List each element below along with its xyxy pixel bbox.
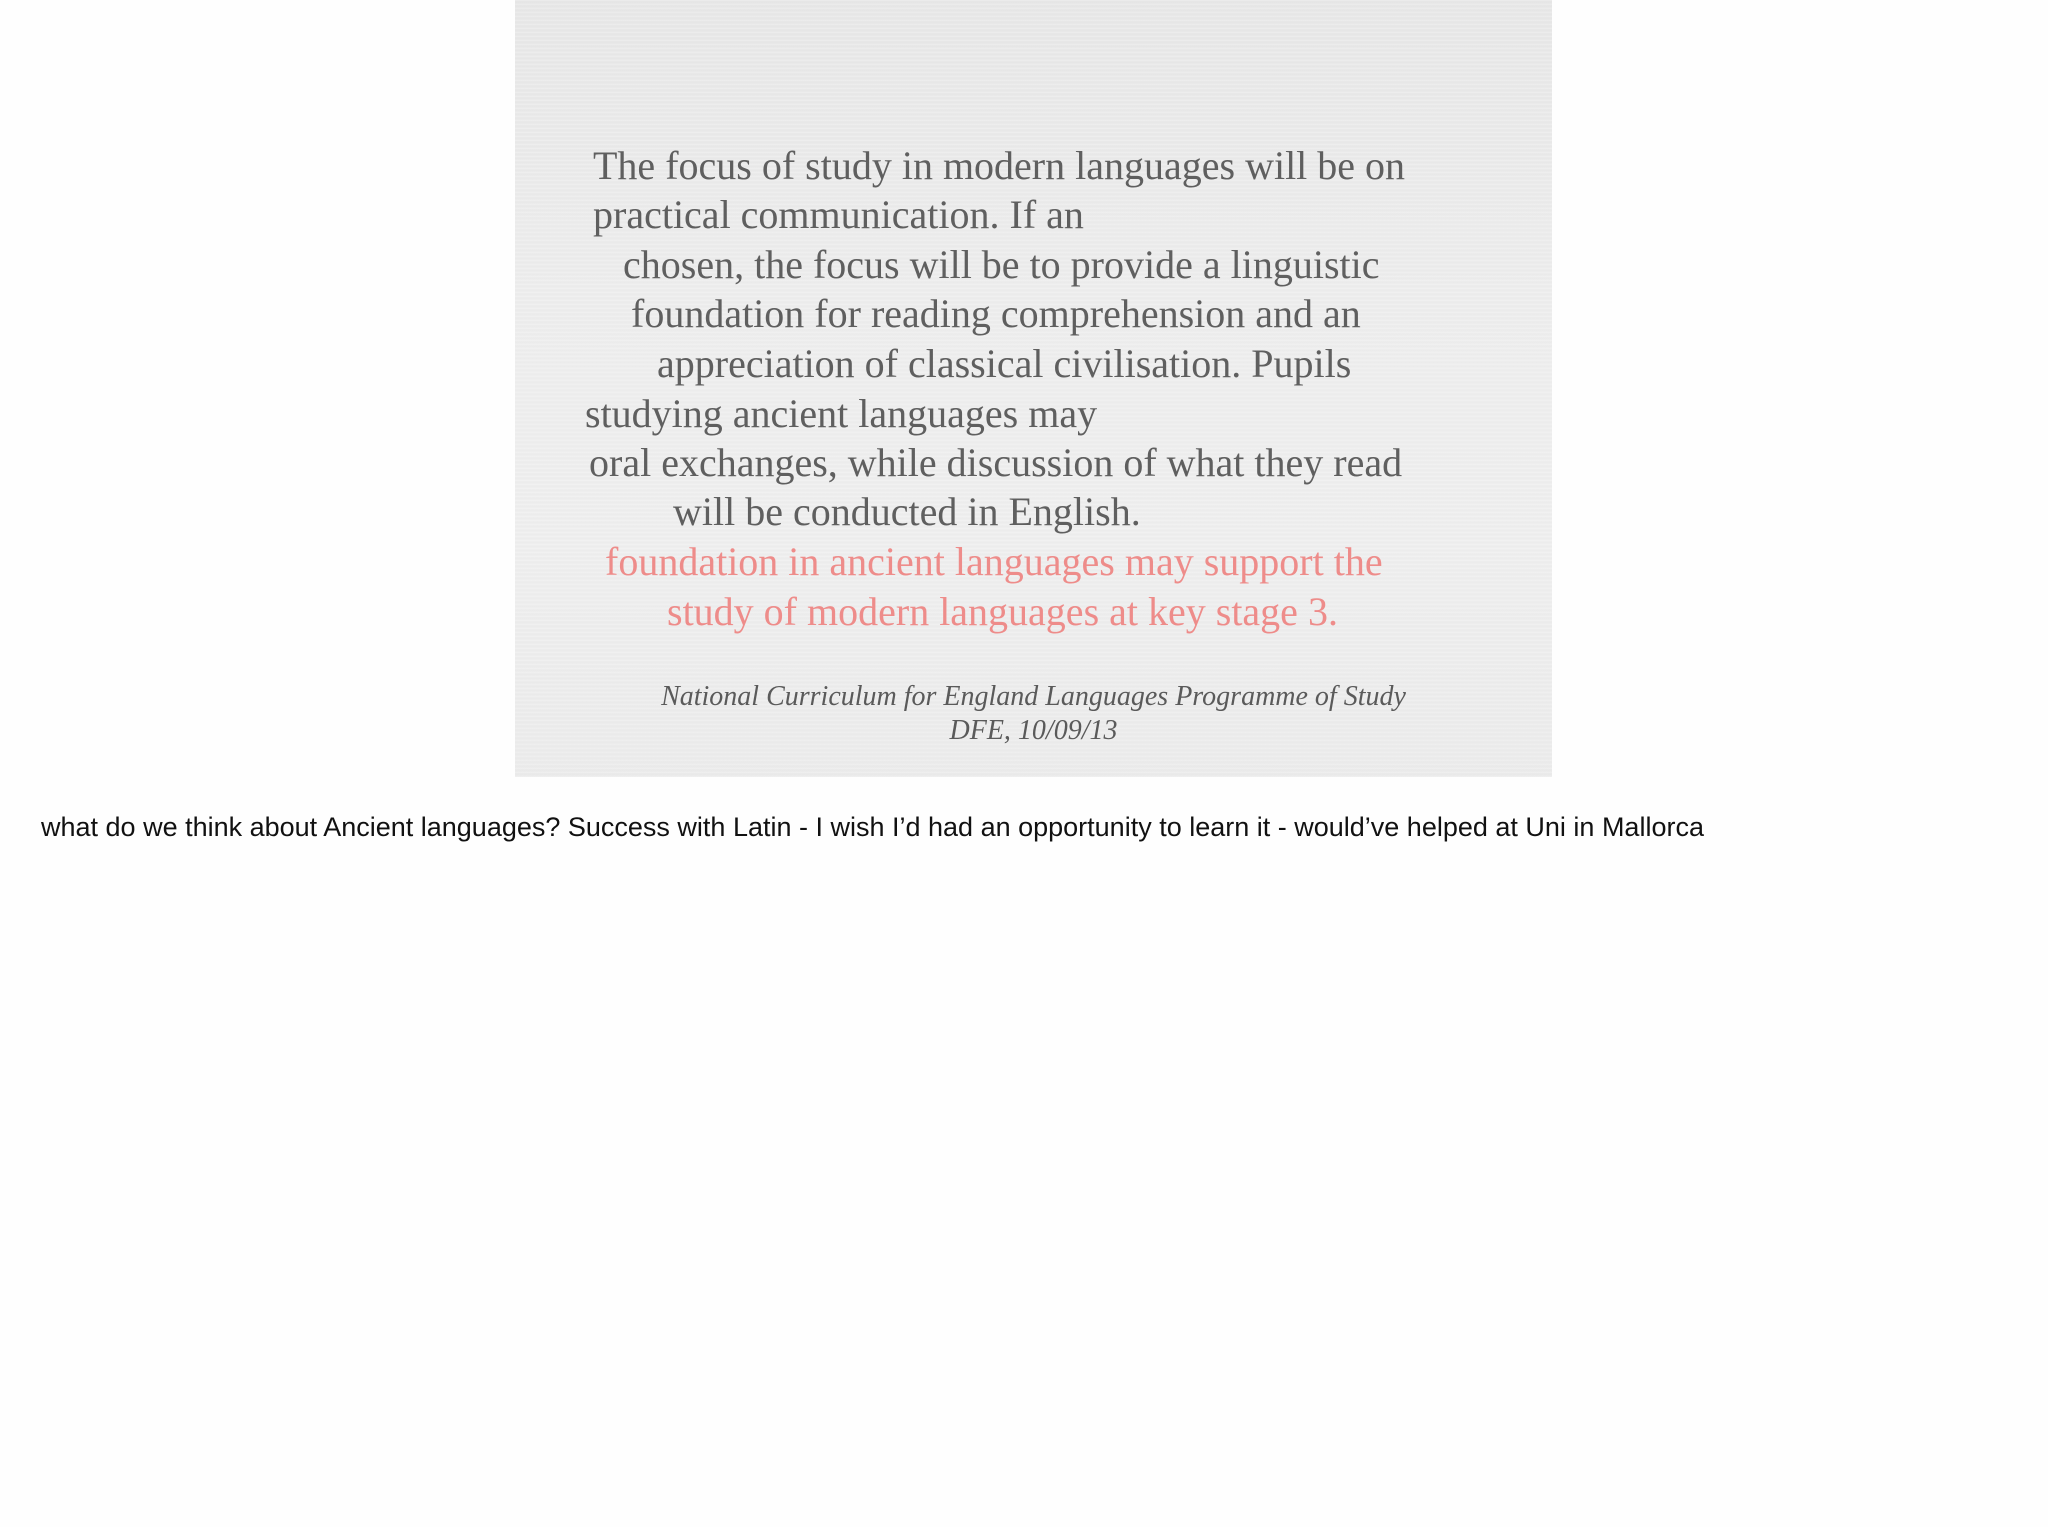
presenter-notes: what do we think about Ancient languages? Success with Latin - I wish I’d had an opportunity to learn it - would’ve helped at Uni in Mallorca [41, 812, 1704, 842]
citation-date: DFE, 10/09/13 [949, 715, 1118, 746]
quote-line-6: studying ancient languages may [585, 391, 1098, 436]
slide [515, 0, 1552, 777]
quote-line-5: appreciation of classical civilisation. Pupils [657, 341, 1352, 386]
quote-highlight-line-1: foundation in ancient languages may support the [605, 539, 1383, 584]
quote-line-2: practical communication. If an [593, 192, 1084, 237]
quote-line-8: will be conducted in English. [673, 489, 1141, 534]
quote-line-1: The focus of study in modern languages will be on [593, 143, 1406, 188]
citation-title: National Curriculum for England Languages Programme of Study [661, 681, 1406, 712]
quote-highlight-line-2: study of modern languages at key stage 3. [667, 589, 1338, 634]
quote-line-3: chosen, the focus will be to provide a linguistic [623, 242, 1380, 287]
quote-line-7: oral exchanges, while discussion of what they read [589, 440, 1403, 485]
quote-line-4: foundation for reading comprehension and an [631, 291, 1361, 336]
